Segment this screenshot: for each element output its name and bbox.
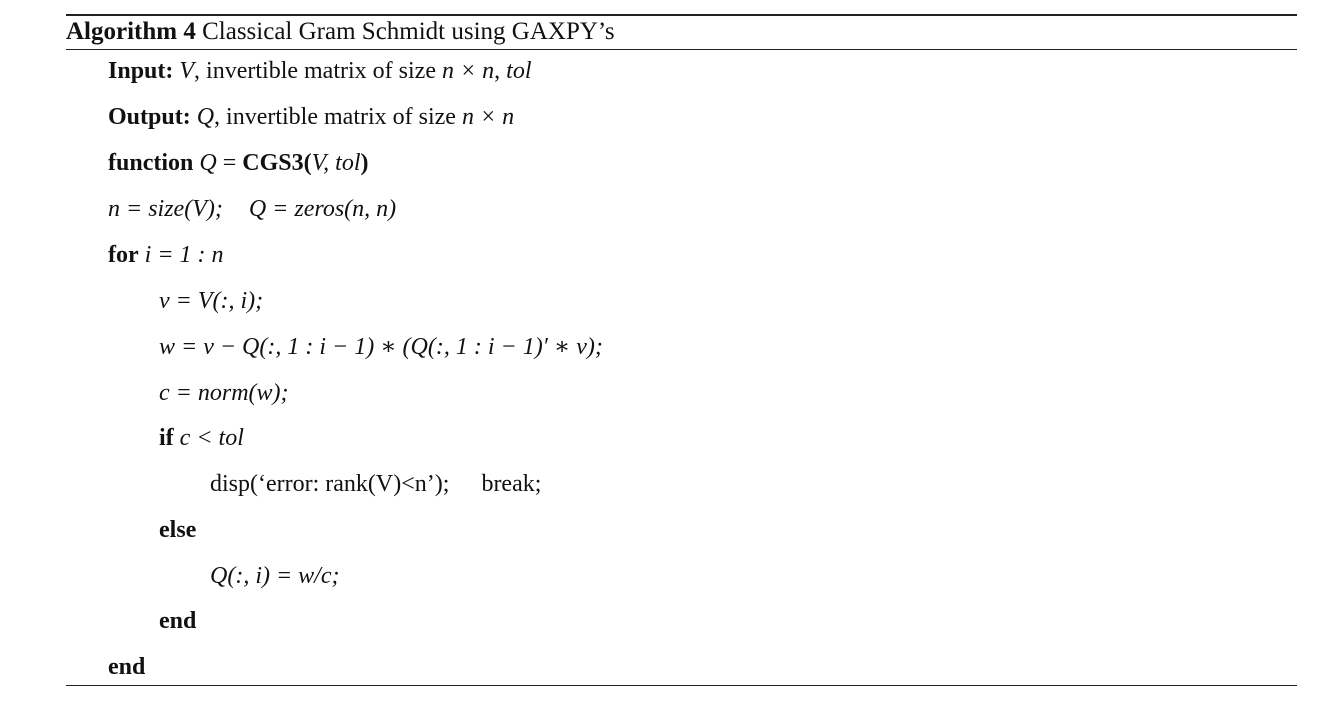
- input-tolerance: tol: [506, 58, 532, 84]
- output-keyword: Output:: [108, 104, 191, 130]
- function-name: CGS3(: [242, 150, 312, 176]
- else-line: [159, 515, 196, 545]
- function-line: [108, 148, 369, 178]
- init-line: [108, 194, 396, 224]
- if-line: [159, 423, 244, 453]
- input-variable: V: [179, 58, 195, 84]
- function-equals: =: [216, 150, 243, 176]
- function-keyword: function: [108, 150, 194, 176]
- assign-v-line: [159, 286, 263, 316]
- output-description: , invertible matrix of size: [214, 104, 462, 130]
- algorithm-label: Algorithm 4: [66, 18, 196, 45]
- bottom-rule: [66, 685, 1297, 686]
- if-condition: c < tol: [179, 425, 244, 451]
- assign-v: v = V(:, i);: [159, 288, 264, 314]
- end-if-line: [159, 606, 196, 636]
- end-for-line: [108, 652, 145, 682]
- output-variable: Q: [196, 104, 215, 130]
- output-dimensions: n × n: [461, 104, 515, 130]
- assign-c-line: [159, 378, 289, 408]
- assign-q-line: [210, 561, 340, 591]
- for-range: i = 1 : n: [144, 242, 224, 268]
- else-keyword: else: [159, 517, 197, 543]
- end-for-keyword: end: [108, 654, 146, 680]
- init-zeros: Q = zeros(n, n): [248, 196, 397, 222]
- output-line: [108, 102, 514, 132]
- if-keyword: if: [159, 425, 174, 451]
- function-close: ): [360, 150, 369, 176]
- assign-w-line: [159, 332, 603, 362]
- input-dimensions: n × n: [441, 58, 495, 84]
- init-size: n = size(V);: [108, 196, 223, 222]
- for-keyword: for: [108, 242, 139, 268]
- caption-rule: [66, 49, 1297, 50]
- algorithm-caption: [66, 17, 615, 47]
- disp-line: [210, 469, 541, 499]
- input-description: , invertible matrix of size: [194, 58, 442, 84]
- assign-w: w = v − Q(:, 1 : i − 1) ∗ (Q(:, 1 : i − 1)′ ∗ v);: [159, 334, 603, 360]
- disp-statement: disp(‘error: rank(V)<n’);: [210, 471, 450, 497]
- assign-q: Q(:, i) = w/c;: [210, 563, 340, 589]
- input-separator: ,: [494, 58, 507, 84]
- function-output: Q: [199, 150, 217, 176]
- input-line: [108, 56, 532, 86]
- break-statement: break;: [481, 471, 542, 497]
- algorithm-title: Classical Gram Schmidt using GAXPY’s: [202, 18, 615, 45]
- for-line: [108, 240, 224, 270]
- input-keyword: Input:: [108, 58, 174, 84]
- function-arguments: V, tol: [311, 150, 361, 176]
- top-rule: [66, 14, 1297, 16]
- assign-c: c = norm(w);: [159, 380, 289, 406]
- end-if-keyword: end: [159, 608, 197, 634]
